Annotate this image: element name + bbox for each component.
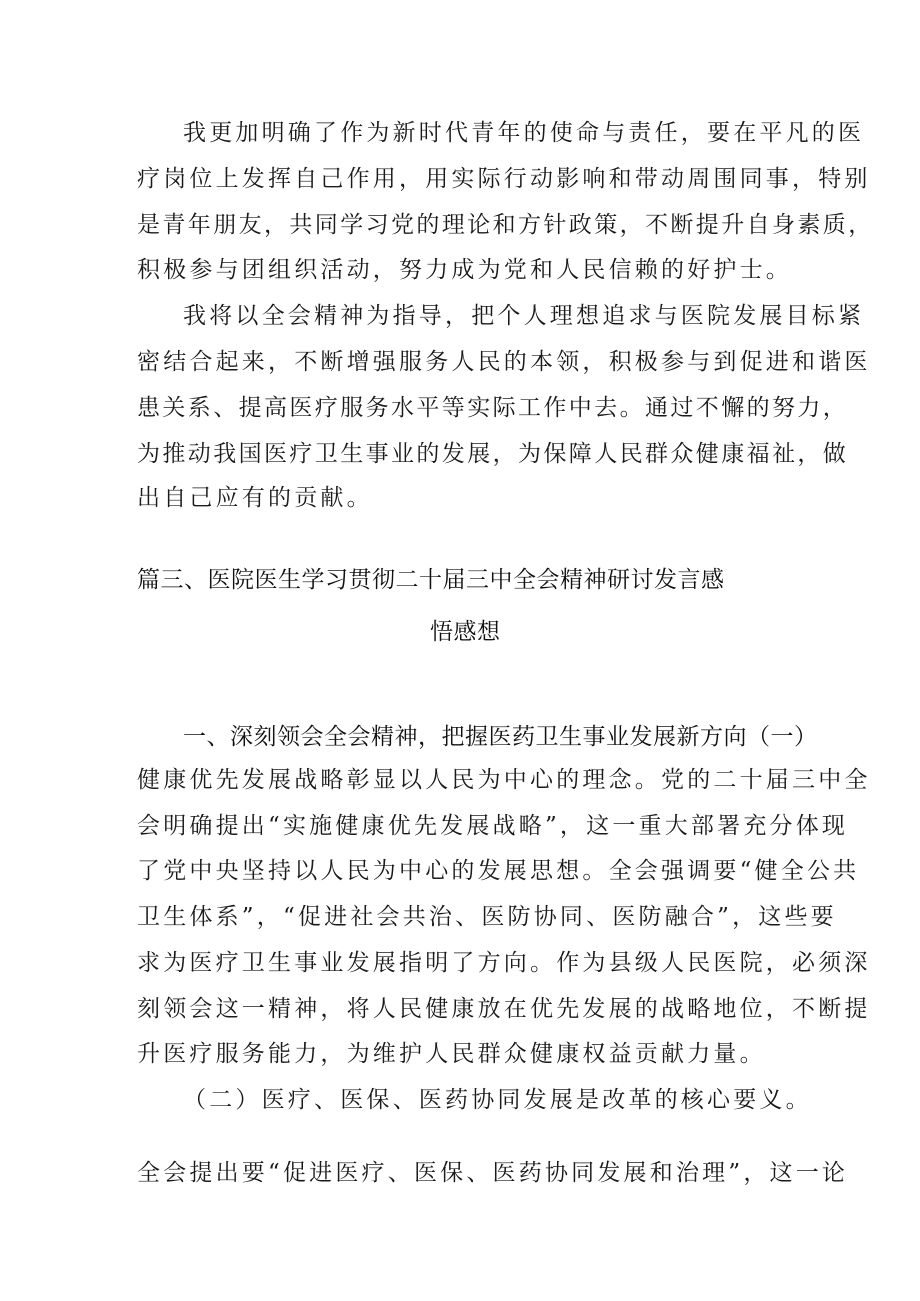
paragraph-2-line-5: 出自己应有的贡献。 <box>137 485 373 511</box>
paragraph-4-line-1: 全会提出要“促进医疗、医保、医药协同发展和治理”，这一论 <box>137 1160 849 1186</box>
paragraph-1-line-3: 是青年朋友，共同学习党的理论和方针政策，不断提升自身素质， <box>137 212 874 238</box>
section-title-line-1: 篇三、医院医生学习贯彻二十届三中全会精神研讨发言感 <box>137 567 725 593</box>
paragraph-3-line-6: 刻领会这一精神，将人民健康放在优先发展的战略地位，不断提 <box>137 996 871 1022</box>
paragraph-2-line-2: 密结合起来，不断增强服务人民的本领，积极参与到促进和谐医 <box>137 349 871 375</box>
paragraph-3-line-3: 了党中央坚持以人民为中心的发展思想。全会强调要“健全公共 <box>137 858 860 884</box>
paragraph-2-line-4: 为推动我国医疗卫生事业的发展，为保障人民群众健康福祉，做 <box>137 441 849 467</box>
paragraph-3-line-7: 升医疗服务能力，为维护人民群众健康权益贡献力量。 <box>137 1041 766 1067</box>
paragraph-3-line-4: 卫生体系”，“促进社会共治、医防协同、医防融合”，这些要 <box>137 904 837 930</box>
paragraph-3-line-5: 求为医疗卫生事业发展指明了方向。作为县级人民医院，必须深 <box>137 950 871 976</box>
paragraph-3-line-1: 健康优先发展战略彰显以人民为中心的理念。党的二十届三中全 <box>137 767 871 793</box>
subheading-2: （二）医疗、医保、医药协同发展是改革的核心要义。 <box>183 1087 812 1113</box>
paragraph-1-line-2: 疗岗位上发挥自己作用，用实际行动影响和带动周围同事，特别 <box>137 166 871 192</box>
paragraph-2-line-1: 我将以全会精神为指导，把个人理想追求与医院发展目标紧 <box>183 303 865 329</box>
paragraph-1-line-4: 积极参与团组织活动，努力成为党和人民信赖的好护士。 <box>137 257 792 283</box>
subheading-1: 一、深刻领会全会精神，把握医药卫生事业发展新方向（一） <box>183 724 818 750</box>
section-title-line-2: 悟感想 <box>430 619 501 645</box>
paragraph-1-line-1: 我更加明确了作为新时代青年的使命与责任，要在平凡的医 <box>183 120 865 146</box>
paragraph-3-line-2: 会明确提出“实施健康优先发展战略”，这一重大部署充分体现 <box>137 813 849 839</box>
paragraph-2-line-3: 患关系、提高医疗服务水平等实际工作中去。通过不懈的努力， <box>137 395 849 421</box>
